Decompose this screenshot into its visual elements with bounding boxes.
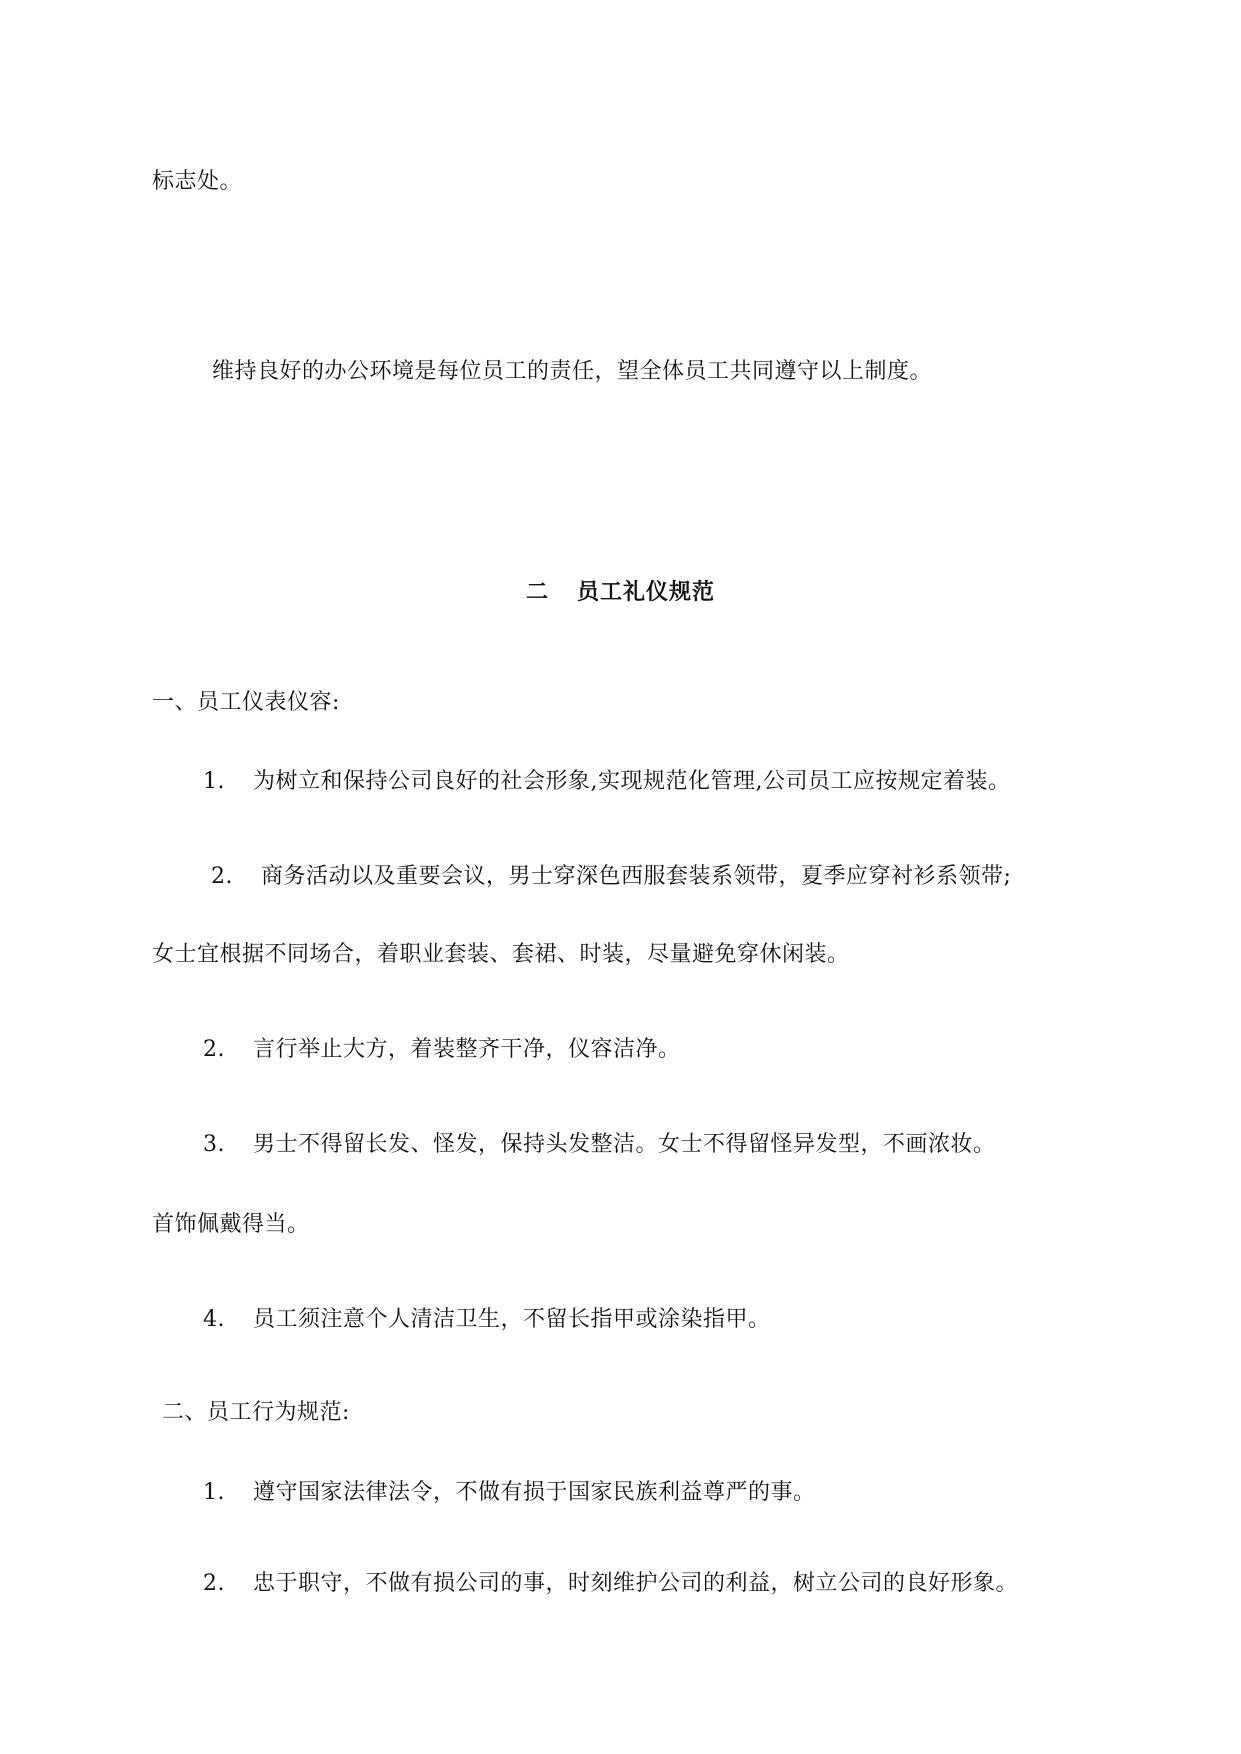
list-item [203,1569,1018,1599]
list-item [211,862,1011,892]
section-title [0,577,1241,607]
list-item-text: 男士不得留长发、怪发，保持头发整洁。女士不得留怪异发型，不画浓妆。 [253,1132,996,1157]
continuation-text: 标志处。 [152,169,243,194]
list-item-number: 3. [203,1132,225,1157]
list-item-number: 4. [203,1307,225,1332]
subsection-1-title: 一、员工仪表仪容: [152,690,340,715]
list-item [203,1130,996,1160]
subsection-2-title: 二、员工行为规范: [162,1400,350,1425]
section-number: 二 [525,579,549,605]
list-item [203,767,1011,797]
list-item-number: 1. [203,769,225,794]
list-item [203,1305,771,1335]
section-title-text: 员工礼仪规范 [577,579,716,605]
list-item-text: 遵守国家法律法令，不做有损于国家民族利益尊严的事。 [253,1480,816,1505]
list-item-text: 言行举止大方，着装整齐干净，仪容洁净。 [253,1037,681,1062]
closing-paragraph: 维持良好的办公环境是每位员工的责任，望全体员工共同遵守以上制度。 [212,359,933,384]
list-item-continuation: 女士宜根据不同场合，着职业套装、套裙、时装，尽量避免穿休闲装。 [152,942,850,967]
list-item-number: 2. [211,864,233,889]
list-item-continuation: 首饰佩戴得当。 [152,1212,310,1237]
list-item-number: 1. [203,1480,225,1505]
list-item-text: 员工须注意个人清洁卫生，不留长指甲或涂染指甲。 [253,1307,771,1332]
list-item-number: 2. [203,1571,225,1596]
list-item-number: 2. [203,1037,225,1062]
list-item [203,1035,681,1065]
list-item-text: 忠于职守，不做有损公司的事，时刻维护公司的利益，树立公司的良好形象。 [253,1571,1019,1596]
list-item [203,1478,816,1508]
list-item-text: 商务活动以及重要会议，男士穿深色西服套装系领带，夏季应穿衬衫系领带; [261,864,1012,889]
list-item-text: 为树立和保持公司良好的社会形象,实现规范化管理,公司员工应按规定着装。 [253,769,1011,794]
